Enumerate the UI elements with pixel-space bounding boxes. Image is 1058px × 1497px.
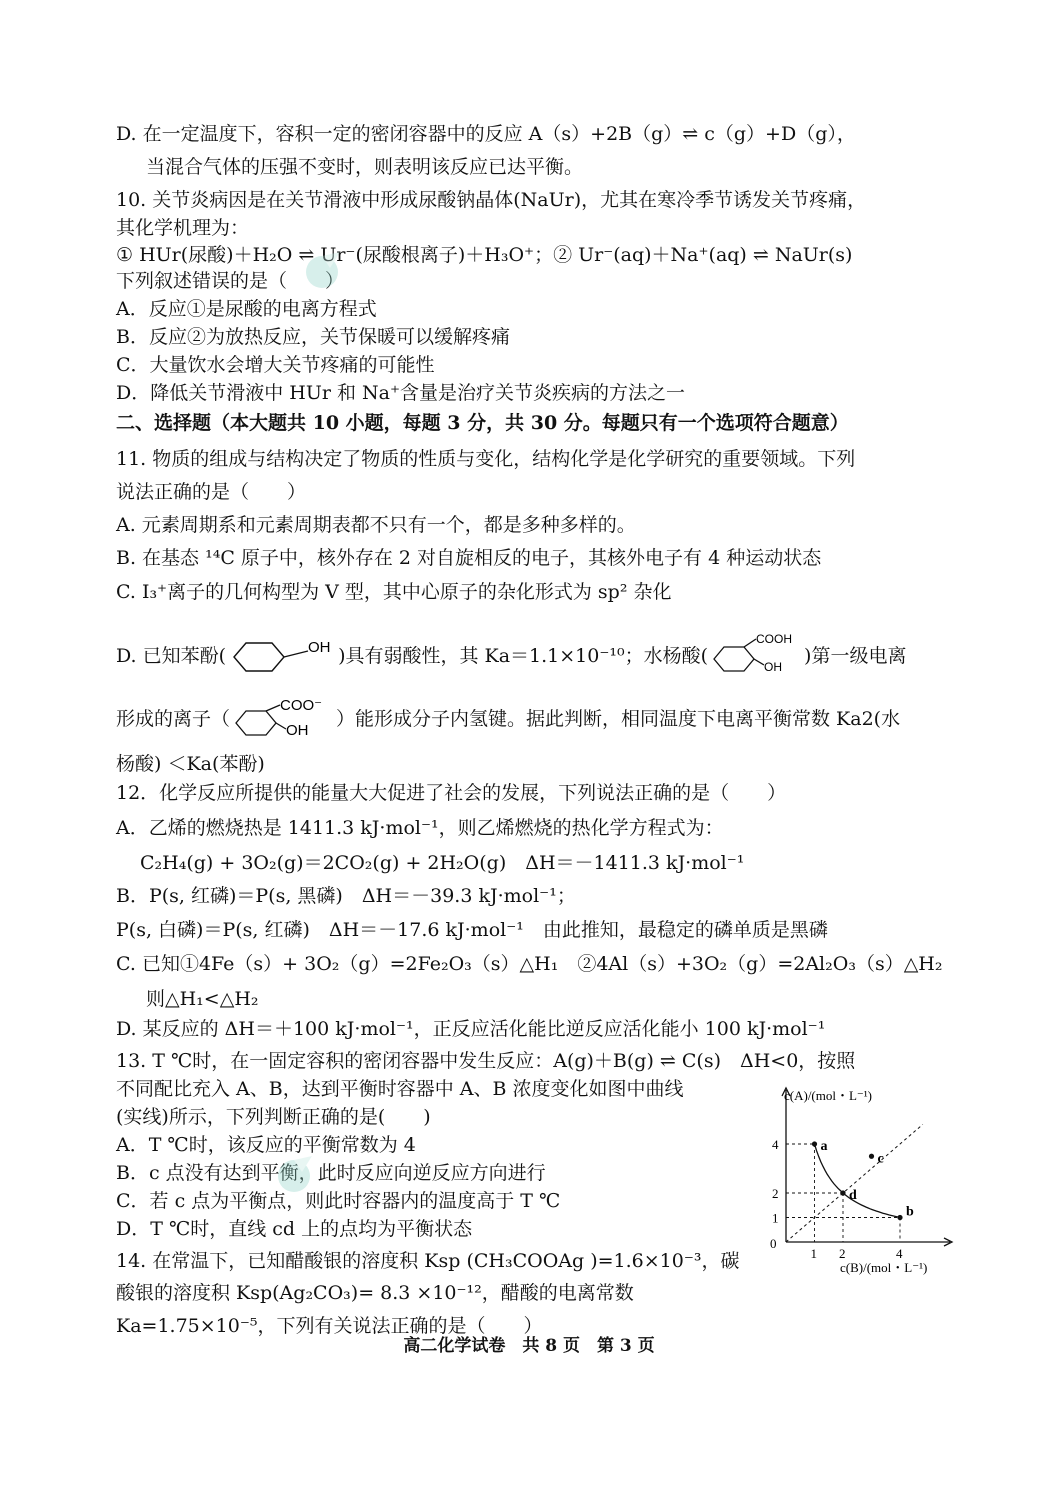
ion-coo-label: COO⁻ xyxy=(280,697,323,714)
q9-option-d-line1: D. 在一定温度下，容积一定的密闭容器中的反应 A（s）+2B（g）⇌ c（g）+D（g）， xyxy=(116,123,856,145)
graph-layer xyxy=(770,1088,952,1275)
diagonal-dashed-line xyxy=(786,1124,923,1242)
q10-stem-line2: 其化学机理为： xyxy=(116,217,250,239)
q11-option-c: C. I₃⁺离子的几何构型为 V 型，其中心原子的杂化形式为 sp² 杂化 xyxy=(116,581,672,603)
q9-option-d-line2: 当混合气体的压强不变时，则表明该反应已达平衡。 xyxy=(146,156,584,178)
salicylate-ion-structure xyxy=(230,697,336,743)
x-tick-label-2: 2 xyxy=(839,1246,846,1261)
q13-stem-line2: 不同配比充入 A、B，达到平衡时容器中 A、B 浓度变化如图中曲线 xyxy=(116,1078,684,1100)
q10-option-a: A．反应①是尿酸的电离方程式 xyxy=(116,298,377,320)
q11-d-text-b: )具有弱酸性，其 Ka＝1.1×10⁻¹⁰；水杨酸( xyxy=(338,645,709,667)
q12-option-c-line2: 则△H₁<△H₂ xyxy=(146,988,259,1010)
q11-stem-line1: 11. 物质的组成与结构决定了物质的性质与变化，结构化学是化学研究的重要领域。下列 xyxy=(116,448,856,470)
q11-option-d-line3: 杨酸) ＜Ka(苯酚) xyxy=(116,753,265,775)
y-tick-label-2: 2 xyxy=(772,1186,779,1201)
q12-option-a-equation: C₂H₄(g) + 3O₂(g)＝2CO₂(g) + 2H₂O(g) ΔH＝－1411.3 kJ·mol⁻¹ xyxy=(140,852,745,874)
q11-stem-line2: 说法正确的是（ ） xyxy=(116,481,307,503)
q11-option-d-line2 xyxy=(116,695,900,743)
q12-option-a-line1: A．乙烯的燃烧热是 1411.3 kJ·mol⁻¹，则乙烯燃烧的热化学方程式为： xyxy=(116,817,724,839)
x-tick-label-1: 1 xyxy=(810,1246,817,1261)
q13-concentration-graph xyxy=(758,1082,958,1282)
ion-oh-label: OH xyxy=(286,722,309,739)
point-label-b: b xyxy=(906,1204,914,1220)
q11-d-text-a: D. 已知苯酚( xyxy=(116,645,227,667)
q10-stem-line1: 10. 关节炎病因是在关节滑液中形成尿酸钠晶体(NaUr)，尤其在寒冷季节诱发关节疼痛， xyxy=(116,189,867,211)
phenol-structure xyxy=(226,635,338,679)
q11-d-text-c: )第一级电离 xyxy=(804,645,907,667)
q11-option-b: B. 在基态 ¹⁴C 原子中，核外存在 2 对自旋相反的电子，其核外电子有 4 种运动状态 xyxy=(116,547,822,569)
salicylic-cooh-label: COOH xyxy=(756,633,793,646)
q14-stem-line2: 酸银的溶度积 Ksp(Ag₂CO₃)= 8.3 ×10⁻¹²，醋酸的电离常数 xyxy=(116,1282,634,1304)
q12-option-b-line2: P(s, 白磷)＝P(s, 红磷) ΔH＝－17.6 kJ·mol⁻¹ 由此推知，最稳定的磷单质是黑磷 xyxy=(116,919,828,941)
q13-option-a: A．T ℃时，该反应的平衡常数为 4 xyxy=(116,1134,416,1156)
point-label-d: d xyxy=(849,1188,857,1203)
point-a xyxy=(812,1141,817,1146)
y-tick-label-4: 4 xyxy=(772,1137,779,1152)
q10-option-b: B．反应②为放热反应，关节保暖可以缓解疼痛 xyxy=(116,326,510,348)
point-b xyxy=(897,1215,902,1220)
x-axis-label: c(B)/(mol・L⁻¹) xyxy=(840,1260,928,1275)
y-axis-label: c(A)/(mol・L⁻¹) xyxy=(784,1088,873,1103)
q12-option-d: D. 某反应的 ΔH＝＋100 kJ·mol⁻¹，正反应活化能比逆反应活化能小 100 kJ·mol⁻¹ xyxy=(116,1018,826,1040)
y-tick-label-1: 1 xyxy=(772,1210,779,1226)
q10-reactions: ① HUr(尿酸)＋H₂O ⇌ Ur⁻(尿酸根离子)＋H₃O⁺；② Ur⁻(aq)＋Na⁺(aq) ⇌ NaUr(s) xyxy=(116,244,853,266)
q11-d-text-d: 形成的离子（ xyxy=(116,708,231,730)
watermark-logo-icon-2 xyxy=(272,1150,332,1200)
section-two-heading: 二、选择题（本大题共 10 小题，每题 3 分，共 30 分。每题只有一个选项符合题意） xyxy=(116,412,849,434)
q13-stem-line3: (实线)所示，下列判断正确的是( ) xyxy=(116,1106,431,1128)
page-footer: 高二化学试卷 共 8 页 第 3 页 xyxy=(403,1336,655,1356)
q10-question: 下列叙述错误的是（ ） xyxy=(116,270,345,292)
x-tick-label-4: 4 xyxy=(896,1246,903,1261)
phenol-oh-label: OH xyxy=(308,639,331,656)
origin-label: 0 xyxy=(770,1236,777,1251)
point-label-c: c xyxy=(877,1151,884,1167)
q14-stem-line1: 14. 在常温下，已知醋酸银的溶度积 Ksp (CH₃COOAg )=1.6×10⁻³，碳 xyxy=(116,1250,740,1272)
salicylic-oh-label: OH xyxy=(764,660,783,674)
q13-option-b: B．c 点没有达到平衡，此时反应向逆反应方向进行 xyxy=(116,1162,546,1184)
q12-option-c-line1: C. 已知①4Fe（s）+ 3O₂（g）=2Fe₂O₃（s）△H₁ ②4Al（s）+3O₂（g）=2Al₂O₃（s）△H₂ xyxy=(116,953,943,975)
q12-stem: 12．化学反应所提供的能量大大促进了社会的发展，下列说法正确的是（ ） xyxy=(116,782,787,804)
q13-stem-line1: 13. T ℃时，在一固定容积的密闭容器中发生反应：A(g)＋B(g) ⇌ C(s) ΔH<0，按照 xyxy=(116,1050,856,1072)
point-c xyxy=(869,1154,874,1159)
q11-d-text-e: ）能形成分子内氢键。据此判断，相同温度下电离平衡常数 Ka2(水 xyxy=(336,708,901,730)
q14-stem-line3: Ka=1.75×10⁻⁵，下列有关说法正确的是（ ） xyxy=(116,1315,543,1337)
point-d xyxy=(840,1190,845,1195)
q10-option-d: D．降低关节滑液中 HUr 和 Na⁺含量是治疗关节炎疾病的方法之一 xyxy=(116,382,685,404)
q10-option-c: C．大量饮水会增大关节疼痛的可能性 xyxy=(116,354,435,376)
q12-option-b-line1: B．P(s, 红磷)＝P(s, 黑磷) ΔH＝－39.3 kJ·mol⁻¹； xyxy=(116,885,576,907)
q11-option-d-line1 xyxy=(116,632,906,681)
watermark-logo-icon xyxy=(300,246,360,296)
point-label-a: a xyxy=(820,1139,828,1154)
q13-option-d: D．T ℃时，直线 cd 上的点均为平衡状态 xyxy=(116,1218,473,1240)
q13-option-c: C．若 c 点为平衡点，则此时容器内的温度高于 T ℃ xyxy=(116,1190,561,1212)
q11-option-a: A. 元素周期系和元素周期表都不只有一个，都是多种多样的。 xyxy=(116,514,636,536)
salicylic-acid-structure xyxy=(708,633,804,681)
